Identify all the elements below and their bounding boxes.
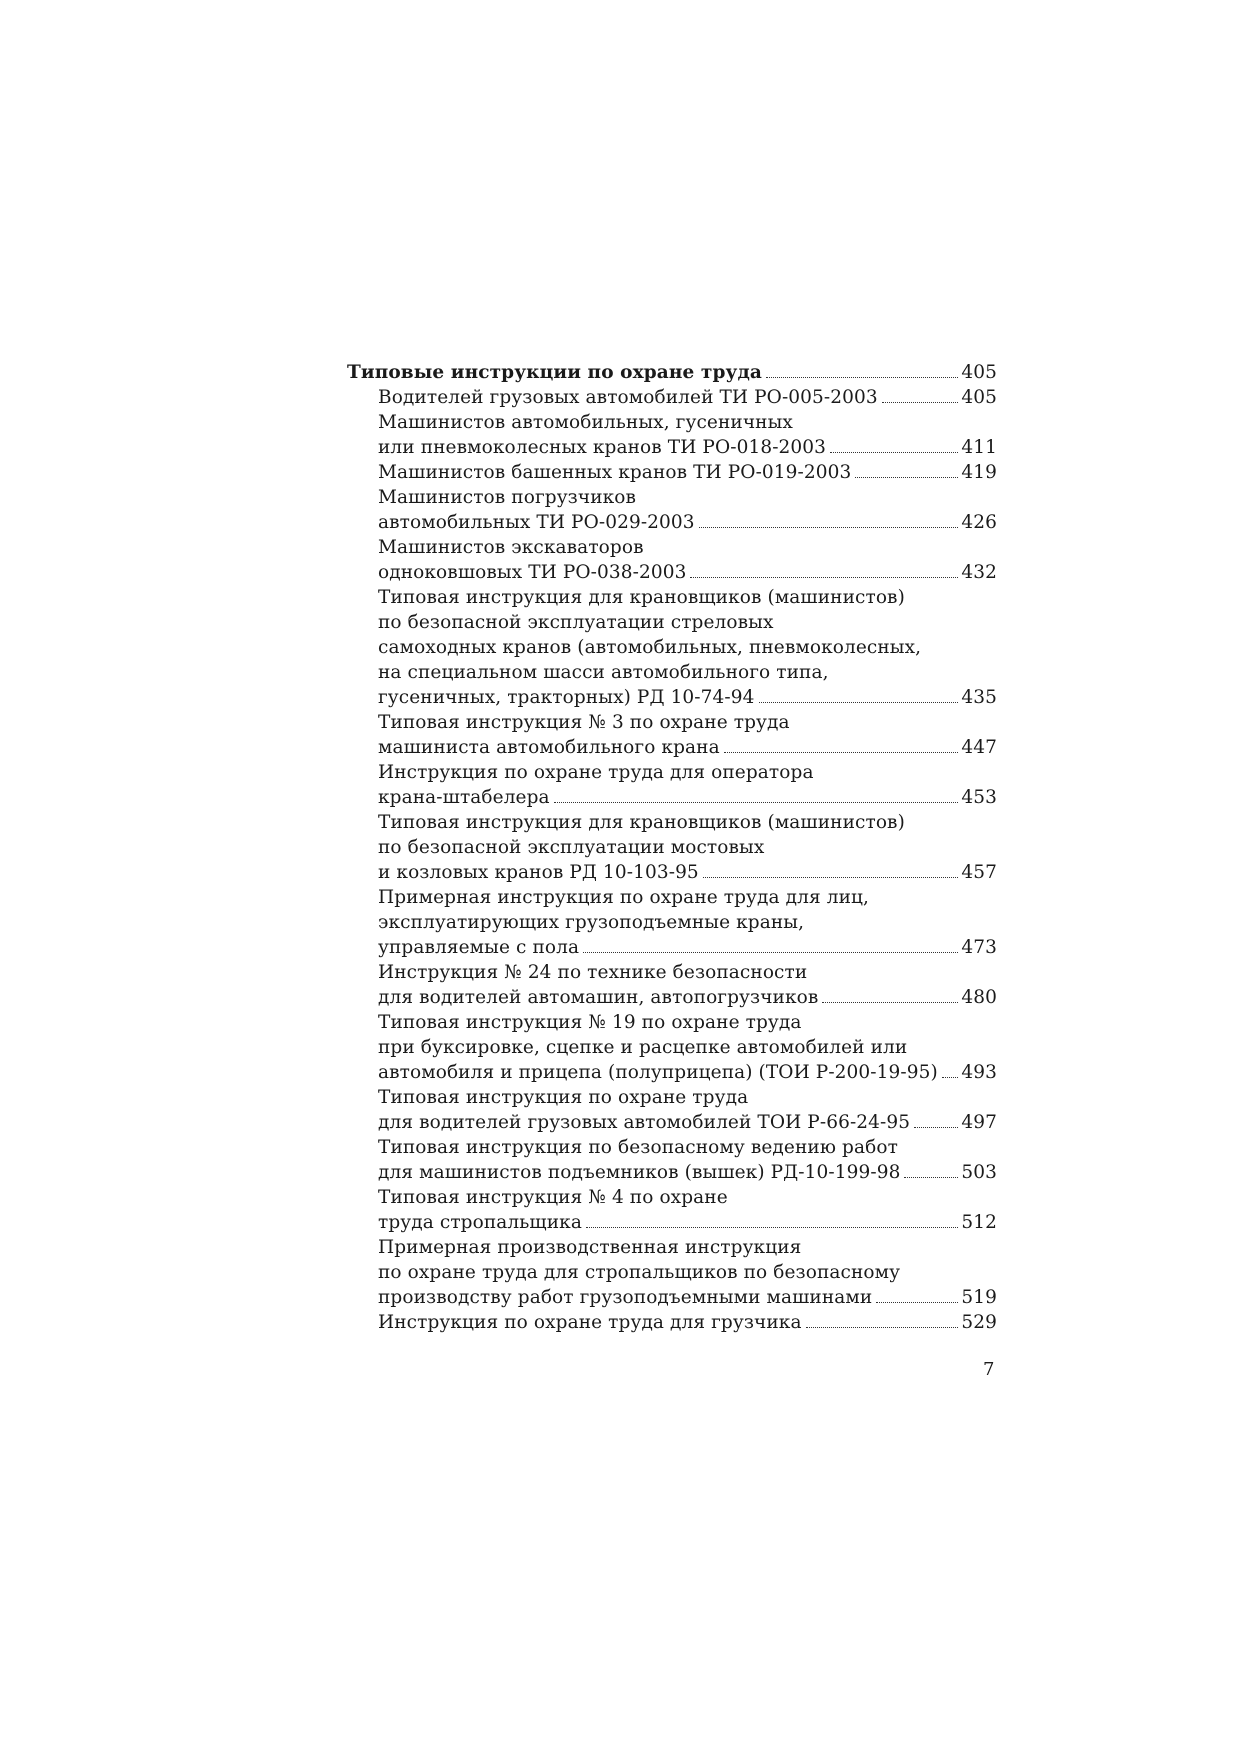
table-of-contents	[347, 360, 997, 1335]
toc-entry-title: для водителей автомашин, автопогрузчиков	[378, 987, 819, 1008]
toc-entry-final-line	[347, 985, 997, 1010]
toc-entry-line: по безопасной эксплуатации мостовых	[378, 837, 765, 858]
toc-entry	[347, 460, 997, 485]
toc-entry-line: при буксировке, сцепке и расцепке автомобилей или	[378, 1037, 908, 1058]
toc-entry-line: Инструкция № 24 по технике безопасности	[378, 962, 808, 983]
toc-entry	[347, 1135, 997, 1185]
toc-entry-line: Типовая инструкция № 19 по охране труда	[378, 1012, 802, 1033]
toc-section-heading	[347, 360, 997, 385]
toc-entry-final-line	[347, 685, 997, 710]
toc-entry-line: Типовая инструкция № 4 по охране	[378, 1187, 728, 1208]
dot-leader	[904, 1177, 958, 1178]
toc-entry-title: Типовые инструкции по охране труда	[347, 362, 762, 383]
toc-entry-final-line	[347, 1160, 997, 1185]
toc-entry	[347, 485, 997, 535]
toc-entry-final-line	[347, 785, 997, 810]
toc-entry-page: 497	[961, 1112, 997, 1133]
toc-entry	[347, 1235, 997, 1310]
toc-entry-final-line	[347, 1060, 997, 1085]
toc-entry-final-line	[347, 510, 997, 535]
toc-entry-title: машиниста автомобильного крана	[378, 737, 720, 758]
page-number: 7	[983, 1359, 995, 1380]
toc-entry-line: Примерная производственная инструкция	[378, 1237, 802, 1258]
toc-entry	[347, 810, 997, 885]
toc-entry-page: 447	[961, 737, 997, 758]
toc-entry-title: управляемые с пола	[378, 937, 580, 958]
toc-entry	[347, 1310, 997, 1335]
toc-entry-page: 419	[961, 462, 997, 483]
toc-entry-title: автомобиля и прицепа (полуприцепа) (ТОИ Р-200-19-95)	[378, 1062, 938, 1083]
toc-entry	[347, 410, 997, 460]
toc-entry-title: для машинистов подъемников (вышек) РД-10-199-98	[378, 1162, 901, 1183]
toc-entry	[347, 1010, 997, 1085]
dot-leader	[882, 402, 959, 403]
dot-leader	[724, 752, 959, 753]
dot-leader	[703, 877, 959, 878]
toc-entry-page: 405	[961, 362, 997, 383]
toc-entry-title: производству работ грузоподъемными машинами	[378, 1287, 873, 1308]
toc-entry	[347, 585, 997, 710]
toc-entry-title: для водителей грузовых автомобилей ТОИ Р-66-24-95	[378, 1112, 911, 1133]
toc-entry-final-line	[347, 460, 997, 485]
dot-leader	[822, 1002, 958, 1003]
toc-entry-line: Типовая инструкция № 3 по охране труда	[378, 712, 790, 733]
toc-entry-title: и козловых кранов РД 10-103-95	[378, 862, 699, 883]
toc-entry	[347, 710, 997, 760]
dot-leader	[876, 1302, 958, 1303]
toc-entry-final-line	[347, 1310, 997, 1335]
toc-entry-page: 512	[961, 1212, 997, 1233]
toc-entry-final-line	[347, 735, 997, 760]
toc-entry-line: Типовая инструкция по безопасному ведению работ	[378, 1137, 898, 1158]
toc-entry-page: 503	[961, 1162, 997, 1183]
dot-leader	[690, 577, 958, 578]
toc-entry-line: по безопасной эксплуатации стреловых	[378, 612, 774, 633]
dot-leader	[766, 377, 958, 378]
toc-entry	[347, 760, 997, 810]
toc-entry-line: Инструкция по охране труда для оператора	[378, 762, 814, 783]
toc-entry-final-line	[347, 1210, 997, 1235]
toc-entry-line: по охране труда для стропальщиков по безопасному	[378, 1262, 901, 1283]
toc-entry-line: на специальном шасси автомобильного типа,	[378, 662, 829, 683]
dot-leader	[583, 952, 958, 953]
toc-entry-line: Машинистов экскаваторов	[378, 537, 644, 558]
toc-entry	[347, 1085, 997, 1135]
toc-entry	[347, 960, 997, 1010]
toc-entry-line: Машинистов погрузчиков	[378, 487, 637, 508]
toc-entry-title: труда стропальщика	[378, 1212, 582, 1233]
toc-entry-title: или пневмоколесных кранов ТИ РО-018-2003	[378, 437, 827, 458]
toc-entry-line: Машинистов автомобильных, гусеничных	[378, 412, 793, 433]
toc-entry-title: крана-штабелера	[378, 787, 550, 808]
dot-leader	[806, 1327, 959, 1328]
toc-entry-title: Инструкция по охране труда для грузчика	[378, 1312, 802, 1333]
toc-entry	[347, 535, 997, 585]
dot-leader	[942, 1077, 959, 1078]
toc-entry-page: 453	[961, 787, 997, 808]
toc-entry	[347, 1185, 997, 1235]
toc-entry-final-line	[347, 1285, 997, 1310]
toc-entry	[347, 385, 997, 410]
toc-entry-final-line	[347, 360, 997, 385]
toc-entry-line: Типовая инструкция по охране труда	[378, 1087, 749, 1108]
dot-leader	[586, 1227, 958, 1228]
toc-entry-page: 432	[961, 562, 997, 583]
toc-entry-final-line	[347, 560, 997, 585]
toc-entry-page: 435	[961, 687, 997, 708]
toc-entry-line: Примерная инструкция по охране труда для лиц,	[378, 887, 869, 908]
toc-entry-line: Типовая инструкция для крановщиков (машинистов)	[378, 812, 905, 833]
dot-leader	[914, 1127, 958, 1128]
toc-entry-page: 473	[961, 937, 997, 958]
toc-entry-page: 411	[961, 437, 997, 458]
toc-entry-final-line	[347, 935, 997, 960]
toc-entry-title: Машинистов башенных кранов ТИ РО-019-2003	[378, 462, 852, 483]
dot-leader	[830, 452, 958, 453]
toc-entry-page: 457	[961, 862, 997, 883]
toc-entry-title: гусеничных, тракторных) РД 10-74-94	[378, 687, 755, 708]
toc-entry-page: 519	[961, 1287, 997, 1308]
dot-leader	[554, 802, 959, 803]
toc-entry	[347, 885, 997, 960]
dot-leader	[699, 527, 959, 528]
toc-entry-page: 480	[961, 987, 997, 1008]
toc-entry-line: Типовая инструкция для крановщиков (машинистов)	[378, 587, 905, 608]
dot-leader	[855, 477, 958, 478]
toc-entry-title: Водителей грузовых автомобилей ТИ РО-005-2003	[378, 387, 878, 408]
dot-leader	[759, 702, 959, 703]
toc-entry-page: 405	[961, 387, 997, 408]
toc-entry-final-line	[347, 1110, 997, 1135]
toc-entry-page: 493	[961, 1062, 997, 1083]
toc-entry-page: 426	[961, 512, 997, 533]
toc-entry-page: 529	[961, 1312, 997, 1333]
toc-entry-line: самоходных кранов (автомобильных, пневмоколесных,	[378, 637, 922, 658]
toc-entry-title: автомобильных ТИ РО-029-2003	[378, 512, 695, 533]
toc-entry-final-line	[347, 435, 997, 460]
toc-entry-final-line	[347, 860, 997, 885]
toc-entry-title: одноковшовых ТИ РО-038-2003	[378, 562, 687, 583]
toc-entry-final-line	[347, 385, 997, 410]
toc-entry-line: эксплуатирующих грузоподъемные краны,	[378, 912, 805, 933]
